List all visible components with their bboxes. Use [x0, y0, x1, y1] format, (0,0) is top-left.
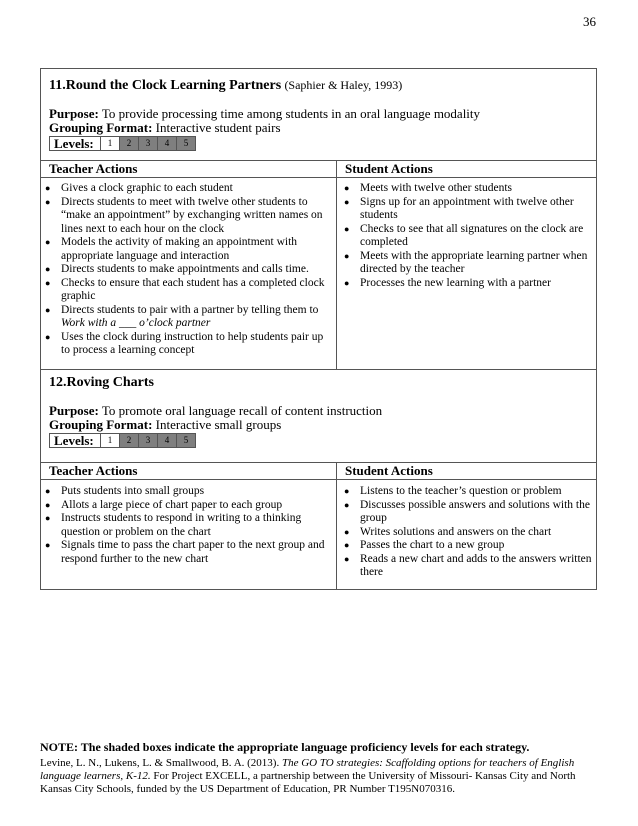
- list-item: ● Uses the clock during instruction to help students pair up to process a learning concept: [44, 331, 332, 358]
- list-item: ● Signals time to pass the chart paper to the next group and respond further to the new chart: [44, 539, 332, 566]
- level-box-1: 1: [101, 136, 120, 151]
- student-actions-header: Student Actions: [345, 463, 433, 478]
- strategy-11-student-actions: [343, 182, 593, 290]
- strategy-11-title: Round the Clock Learning Partners: [65, 78, 282, 93]
- strategy-12-title: Roving Charts: [66, 375, 155, 390]
- list-item: ● Processes the new learning with a partner: [343, 277, 593, 291]
- strategy-12-levels: [49, 433, 597, 448]
- list-item: ● Listens to the teacher’s question or problem: [343, 485, 593, 499]
- student-actions-header: Student Actions: [345, 161, 433, 176]
- shading-note: NOTE: The shaded boxes indicate the appropriate language proficiency levels for each strategy.: [40, 740, 530, 754]
- strategy-11-levels: [49, 136, 597, 151]
- divider: [40, 177, 597, 178]
- list-item: ● Meets with the appropriate learning partner when directed by the teacher: [343, 250, 593, 277]
- page-number: 36: [583, 14, 596, 29]
- strategy-11-header: [40, 78, 597, 151]
- reference-title: The GO TO strategies: Scaffolding options for teachers of English language learners, K-12.: [40, 757, 575, 782]
- list-item-italic-text: Work with a ___ o’clock partner: [61, 317, 211, 329]
- level-box-3: 3: [139, 136, 158, 151]
- list-item: ● Instructs students to respond in writing to a thinking question or problem on the chart: [44, 512, 332, 539]
- strategy-11-purpose: To provide processing time among students in an oral language modality: [101, 106, 481, 121]
- strategy-12-grouping: Interactive small groups: [155, 417, 282, 432]
- divider: [40, 479, 597, 480]
- level-box-2: 2: [120, 136, 139, 151]
- grouping-label: Grouping Format:: [49, 120, 153, 135]
- strategy-12-action-headers: [40, 463, 597, 479]
- list-item: ● Directs students to make appointments and calls time.: [44, 263, 332, 277]
- level-box-3: 3: [139, 433, 158, 448]
- level-box-5: 5: [177, 433, 196, 448]
- list-item: ● Allots a large piece of chart paper to each group: [44, 499, 332, 513]
- divider: [40, 369, 597, 370]
- level-box-4: 4: [158, 433, 177, 448]
- list-item: ● Checks to see that all signatures on the clock are completed: [343, 223, 593, 250]
- list-item: ● Reads a new chart and adds to the answers written there: [343, 553, 593, 580]
- list-item: ● Signs up for an appointment with twelve other students: [343, 196, 593, 223]
- purpose-label: Purpose:: [49, 106, 99, 121]
- teacher-actions-header: Teacher Actions: [49, 463, 138, 478]
- list-item: ● Meets with twelve other students: [343, 182, 593, 196]
- strategy-12-header: [40, 375, 597, 448]
- levels-label: Levels:: [49, 433, 101, 448]
- level-box-4: 4: [158, 136, 177, 151]
- level-box-5: 5: [177, 136, 196, 151]
- list-item: ● Writes solutions and answers on the chart: [343, 526, 593, 540]
- grouping-label: Grouping Format:: [49, 417, 153, 432]
- levels-label: Levels:: [49, 136, 101, 151]
- list-item: ● Models the activity of making an appointment with appropriate language and interaction: [44, 236, 332, 263]
- list-item: ● Passes the chart to a new group: [343, 539, 593, 553]
- level-box-1: 1: [101, 433, 120, 448]
- list-item: ● Puts students into small groups: [44, 485, 332, 499]
- strategy-11-number: 11.: [49, 78, 66, 93]
- column-divider: [336, 462, 337, 589]
- strategy-12-teacher-actions: [44, 485, 332, 566]
- reference-authors: Levine, L. N., Lukens, L. & Smallwood, B. A. (2013).: [40, 757, 280, 769]
- list-item: ● Directs students to meet with twelve other students to “make an appointment” by exchanging written names on lines next to each hour on the clock: [44, 196, 332, 237]
- strategy-11-citation: (Saphier & Haley, 1993): [284, 78, 403, 92]
- level-box-2: 2: [120, 433, 139, 448]
- strategy-12-number: 12.: [49, 375, 67, 390]
- reference-citation: [40, 757, 600, 796]
- list-item-text: Directs students to pair with a partner by telling them to: [61, 303, 319, 316]
- teacher-actions-header: Teacher Actions: [49, 161, 138, 176]
- list-item: ● Gives a clock graphic to each student: [44, 182, 332, 196]
- list-item: [44, 304, 332, 331]
- list-item: ● Checks to ensure that each student has a completed clock graphic: [44, 277, 332, 304]
- list-item: ● Discusses possible answers and solutions with the group: [343, 499, 593, 526]
- purpose-label: Purpose:: [49, 403, 99, 418]
- strategy-12-student-actions: [343, 485, 593, 580]
- strategy-12-purpose: To promote oral language recall of content instruction: [101, 403, 383, 418]
- strategy-11-action-headers: [40, 161, 597, 177]
- strategy-11-grouping: Interactive student pairs: [155, 120, 281, 135]
- reference-details: For Project EXCELL, a partnership between the University of Missouri- Kansas City and North Kansas City Schools, funded by the US Department of Education, PR Number T195N070316.: [40, 770, 576, 795]
- column-divider: [336, 160, 337, 369]
- strategy-11-teacher-actions: [44, 182, 332, 358]
